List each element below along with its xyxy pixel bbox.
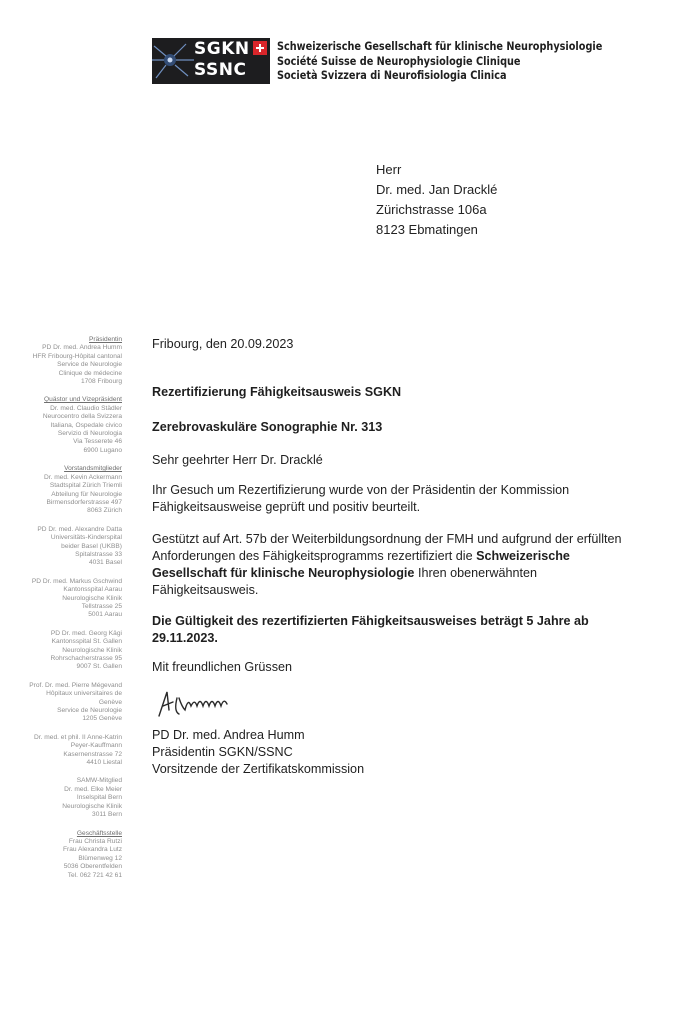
sidebar-line: Tel. 062 721 42 61 [67, 871, 122, 879]
sidebar-line: Neurocentro della Svizzera [42, 413, 122, 421]
sidebar-line: PD Dr. med. Andrea Humm [42, 344, 122, 352]
sidebar-office [0, 830, 122, 880]
sidebar-line: Service de Neurologie [57, 707, 122, 715]
sidebar-line: 1205 Genève [82, 715, 122, 723]
handwritten-signature [155, 688, 235, 720]
board-sidebar [0, 336, 122, 890]
sidebar-line: Via Tesserete 46 [73, 438, 122, 446]
recipient-city: 8123 Ebmatingen [376, 222, 478, 237]
logo-acronym-fr: SSNC [194, 60, 247, 80]
paragraph-2-text: Gestützt auf Art. 57b der Weiterbildungsordnung der FMH und aufgrund der erfüllten Anforderungen des Fähigkeitsprogramms rezertifiziert die [152, 532, 622, 563]
recipient-salutation: Herr [376, 162, 402, 177]
letter-paragraph-1: Ihr Gesuch um Rezertifizierung wurde von der Präsidentin der Kommission Fähigkeitsausweise geprüft und positiv beurteilt. [152, 483, 570, 514]
org-name-fr: Société Suisse de Neurophysiologie Clinique [277, 54, 521, 68]
sidebar-line: SAMW-Mitglied [76, 777, 122, 785]
sidebar-line: Birmensdorferstrasse 497 [46, 498, 122, 506]
sidebar-board-member [0, 578, 122, 620]
signer-role: Vorsitzende der Zertifikatskommission [152, 762, 365, 776]
sidebar-line: Abteilung für Neurologie [51, 490, 122, 498]
sidebar-board-member [0, 474, 122, 516]
sidebar-board [0, 465, 122, 767]
sidebar-line: Prof. Dr. med. Pierre Mégevand [29, 681, 122, 689]
sidebar-swiss-member [0, 777, 122, 819]
sidebar-line: Kantonsspital Aarau [63, 586, 122, 594]
sidebar-board-member [0, 734, 122, 768]
sidebar-line: Clinique de médecine [58, 369, 122, 377]
sidebar-line: Peyer-Kauffmann [70, 742, 122, 750]
sidebar-line: 8063 Zürich [87, 507, 122, 515]
sidebar-line: Italiana, Ospedale civico [50, 421, 122, 429]
sidebar-line: 5001 Aarau [88, 611, 122, 619]
sidebar-heading: Quästor und Vizepräsident [44, 396, 122, 404]
recipient-name: Dr. med. Jan Dracklé [376, 182, 498, 197]
recipient-address [376, 160, 497, 240]
sidebar-line: Frau Alexandra Lutz [62, 846, 122, 854]
organization-names [277, 40, 602, 84]
sidebar-board-member [0, 682, 122, 724]
sidebar-heading: Präsidentin [89, 336, 122, 343]
sidebar-heading: Vorstandsmitglieder [64, 465, 122, 473]
sidebar-line: Dr. med. Kevin Ackermann [43, 473, 122, 481]
sidebar-line: Genève [98, 698, 122, 706]
sidebar-line: Blümenweg 12 [78, 854, 122, 862]
sidebar-line: Neurologische Klinik [62, 594, 122, 602]
society-name: Schweizerische Gesellschaft für klinische Neurophysiologie [152, 549, 570, 580]
paragraph-2-end: Ihren obenerwähnten Fähigkeitsausweis. [152, 566, 537, 597]
sidebar-line: Tellstrasse 25 [81, 602, 122, 610]
letter-paragraph-2 [152, 531, 632, 599]
signer-name: PD Dr. med. Andrea Humm [152, 728, 305, 742]
sidebar-line: 6900 Lugano [83, 446, 122, 454]
sidebar-line: Universitäts-Kinderspital [50, 534, 122, 542]
sidebar-treasurer [0, 396, 122, 455]
sidebar-line: PD Dr. med. Georg Kägi [50, 629, 122, 637]
letter-greeting: Sehr geehrter Herr Dr. Dracklé [152, 453, 323, 467]
validity-statement: Die Gültigkeit des rezertifizierten Fähigkeitsausweises beträgt 5 Jahre ab 29.11.2023. [152, 614, 589, 645]
sidebar-line: Spitalstrasse 33 [75, 550, 122, 558]
swiss-cross-icon [253, 41, 267, 55]
sidebar-line: Neurologische Klinik [62, 646, 122, 654]
sidebar-line: PD Dr. med. Markus Gschwind [31, 577, 122, 585]
sgkn-logo [152, 38, 270, 84]
letter-topic: Zerebrovaskuläre Sonographie Nr. 313 [152, 420, 383, 434]
sidebar-line: beider Basel (UKBB) [61, 542, 122, 550]
recipient-street: Zürichstrasse 106a [376, 202, 487, 217]
sidebar-line: Service de Neurologie [57, 361, 122, 369]
sidebar-line: Servizio di Neurologia [57, 430, 122, 438]
sidebar-board-member [0, 630, 122, 672]
sidebar-line: Inselspital Bern [76, 794, 122, 802]
logo-acronyms [194, 39, 250, 81]
sidebar-line: Dr. med. Elke Meier [64, 785, 122, 793]
sidebar-line: Dr. med. et phil. II Anne-Katrin [34, 733, 122, 741]
sidebar-line: Kantonsspital St. Gallen [51, 638, 122, 646]
org-name-de: Schweizerische Gesellschaft für klinische Neurophysiologie [277, 40, 603, 53]
signer-title: Präsidentin SGKN/SSNC [152, 745, 293, 759]
sidebar-line: Stadtspital Zürich Triemli [49, 482, 122, 490]
sidebar-line: Kasernenstrasse 72 [63, 750, 122, 758]
neuron-wave-icon [152, 38, 194, 84]
letter-subject: Rezertifizierung Fähigkeitsausweis SGKN [152, 385, 402, 399]
sidebar-line: HFR Fribourg-Hôpital cantonal [32, 352, 122, 360]
sidebar-board-member [0, 526, 122, 568]
sidebar-line: Neurologische Klinik [62, 802, 122, 810]
place-date: Fribourg, den 20.09.2023 [152, 337, 294, 351]
sidebar-president [0, 336, 122, 386]
letter-closing: Mit freundlichen Grüssen [152, 660, 292, 674]
sidebar-line: Hôpitaux universitaires de [46, 690, 122, 698]
sidebar-line: Dr. med. Claudio Städler [50, 404, 122, 412]
sidebar-line: 5036 Oberentfelden [63, 863, 122, 871]
sidebar-line: 9007 St. Gallen [76, 663, 122, 671]
logo-acronym-de: SGKN [194, 39, 250, 59]
sidebar-heading: Geschäftsstelle [76, 829, 122, 837]
sidebar-line: 4031 Basel [89, 559, 122, 567]
sidebar-line: 1708 Fribourg [80, 378, 122, 386]
org-name-it: Società Svizzera di Neurofisiologia Clinica [277, 69, 507, 82]
sidebar-line: 3011 Bern [92, 811, 122, 819]
sidebar-line: Rohrschacherstrasse 95 [50, 655, 122, 662]
sidebar-line: Frau Christa Rutzi [68, 837, 122, 845]
sidebar-line: PD Dr. med. Alexandre Datta [37, 525, 122, 533]
sidebar-line: 4410 Liestal [86, 759, 122, 767]
